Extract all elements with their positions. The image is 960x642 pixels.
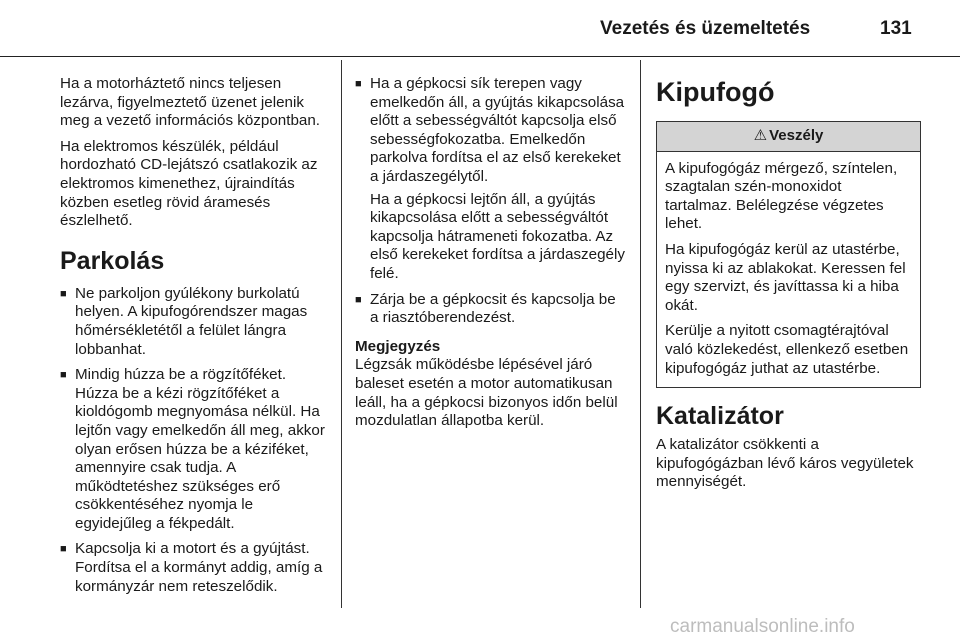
column-1 [60,75,332,603]
list-item-continuation: Ha a gépkocsi lejtőn áll, a gyújtás kikapcsolása előtt a sebességváltót kapcsolja hátrameneti fokozatba. Az első kerekeket fordítsa a járdaszegély felé. [370,190,625,282]
danger-box-body [657,152,920,388]
bullet-icon: ■ [355,293,362,306]
bullet-list [60,285,332,597]
page-number: 131 [880,18,912,39]
section-heading-catalyst: Katalizátor [656,402,784,431]
paragraph: Ha a motorháztető nincs teljesen lezárva, figyelmeztető üzenet jelenik meg a vezető információs központban. [60,75,321,130]
column-3 [656,75,921,499]
bullet-icon: ■ [60,369,67,382]
paragraph: Ha elektromos készülék, például hordozható CD-lejátszó csatlakozik az elektromos kimenethez, újraindítás közben esetleg rövid áramesés észlelhető. [60,137,318,230]
danger-title: Veszély [769,127,824,144]
paragraph: A katalizátor csökkenti a kipufogógázban lévő káros vegyületek mennyiségét. [656,436,914,491]
list-item: ■ Zárja be a gépkocsit és kapcsolja be a riasztóberendezést. [355,290,616,327]
list-item: ■ Ha a gépkocsi sík terepen vagy emelkedőn áll, a gyújtás kikapcsolása előtt a sebességváltót kapcsolja első sebességfokozatba. Emelkedőn parkolva fordítsa el az első kerekeket a járdaszegélytől. Ha a gépkocsi lejtőn áll, a gyújtás kikapcsolása előtt a sebességváltót kapcsolja hátrameneti fokozatba. Az első kerekeket fordítsa a járdaszegély felé. [355,75,627,284]
page-title: Vezetés és üzemeltetés [600,18,811,39]
section-heading-exhaust: Kipufogó [656,77,775,107]
paragraph: A kipufogógáz mérgező, színtelen, szagtalan szén-monoxidot tartalmaz. Belélegzése végzetes lehet. [665,159,898,233]
paragraph: Ha kipufogógáz kerül az utastérbe, nyissa ki az ablakokat. Keressen fel egy szervizt, és javíttassa ki a hiba okát. [665,240,906,314]
list-item: ■ Ne parkoljon gyúlékony burkolatú helyen. A kipufogórendszer magas hőmérsékletétől a felület lángra lobbanhat. [60,284,308,358]
danger-box-header [657,122,920,152]
list-item: ■ Kapcsolja ki a motort és a gyújtást. Fordítsa el a kormányt addig, amíg a kormányzár nem reteszelődik. [60,540,323,595]
watermark: carmanualsonline.info [670,616,855,637]
danger-box [656,121,921,388]
column-2 [355,75,627,431]
note-text: Légzsák működésbe lépésével járó baleset esetén a motor automatikusan leáll, ha a gépkocsi bizonyos időn belül mozdulatlan állapotba kerül. [355,356,618,430]
bullet-icon: ■ [60,543,67,556]
bullet-list [355,75,627,328]
bullet-icon: ■ [60,287,67,300]
paragraph: Kerülje a nyitott csomagtérajtóval való közlekedést, ellenkező esetben kipufogógáz juthat az utastérbe. [665,322,909,377]
bullet-icon: ■ [355,78,362,90]
section-heading-parking: Parkolás [60,246,165,275]
list-item: ■ Mindig húzza be a rögzítőféket. Húzza be a kézi rögzítőféket a kioldógomb megnyomása nélkül. Ha lejtőn vagy emelkedőn áll meg, akkor olyan erősen húzza be a kéziféket, amennyire csak tudja. A működtetéshez szükséges erő csökkentéséhez nyomja le egyidejűleg a fékpedált. [60,366,325,532]
column-divider [640,60,641,608]
header-divider [0,56,960,57]
warning-triangle-icon: ⚠ [753,127,768,144]
column-divider [341,60,342,608]
note-title: Megjegyzés [355,337,441,355]
